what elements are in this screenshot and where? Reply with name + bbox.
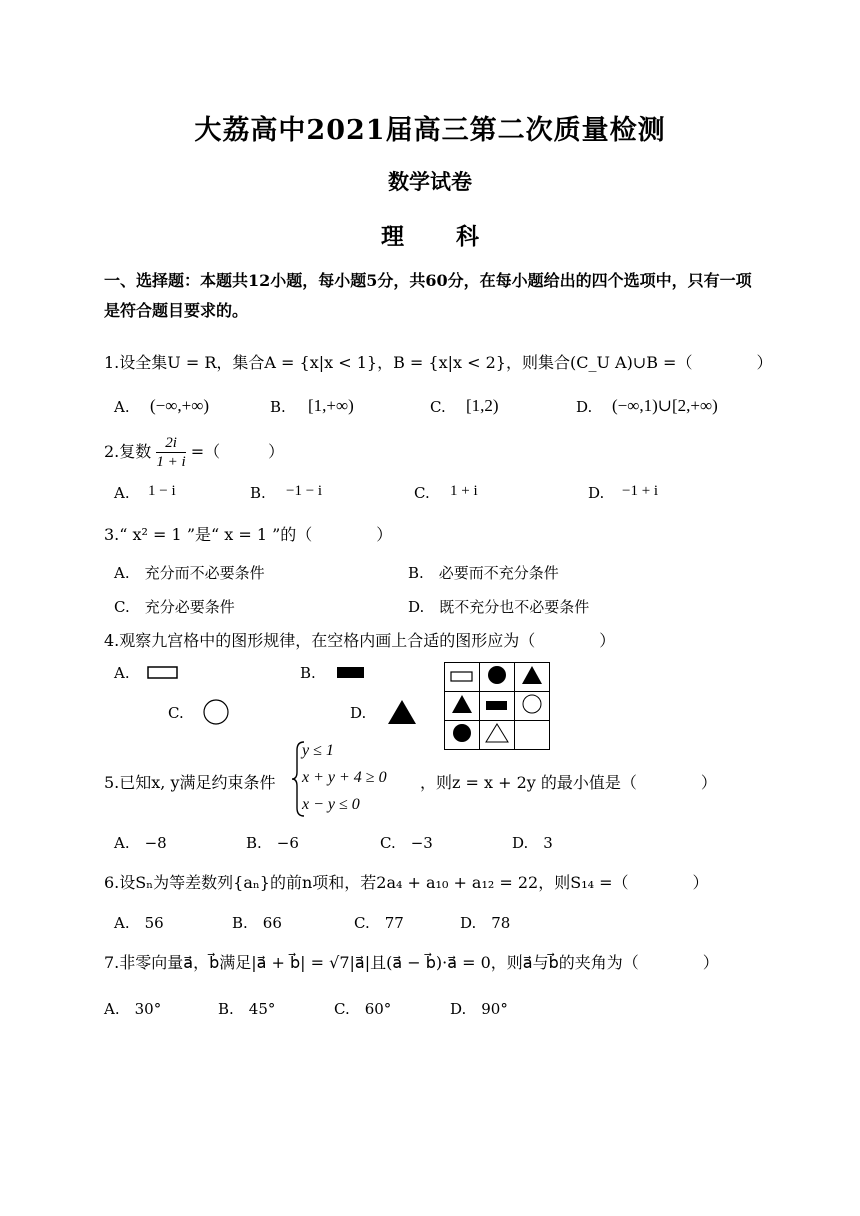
q6-option-a: A. 56 <box>114 914 164 932</box>
q2-denominator: 1 + i <box>156 454 186 470</box>
q3-option-c: C. 充分必要条件 <box>114 598 235 616</box>
question-1-stem: 1.设全集U = R，集合A = {x|x < 1}，B = {x|x < 2}，则集合(C_U A)∪B =（ ） <box>104 353 773 372</box>
section-heading: 一、选择题：本题共12小题，每小题5分，共60分，在每小题给出的四个选项中，只有一项是符合题目要求的。 <box>104 271 752 320</box>
q6-option-b: B. 66 <box>232 914 282 932</box>
q5-constraint-2: x + y + 4 ≥ 0 <box>302 769 387 786</box>
question-2-stem <box>104 434 284 471</box>
q7-option-c: C. 60° <box>334 1000 392 1018</box>
q6-option-d: D. 78 <box>460 914 511 932</box>
q7-option-b: B. 45° <box>218 1000 276 1018</box>
q4-option-b-filled-rectangle-icon <box>336 666 366 680</box>
grid-cell-8 <box>480 721 515 750</box>
q3-option-d: D. 既不充分也不必要条件 <box>408 598 590 616</box>
q2-option-c-label: C. <box>414 484 430 502</box>
q1-option-c-value: [1,2) <box>466 396 499 415</box>
q5-option-b: B. −6 <box>246 834 299 852</box>
q5-option-c: C. −3 <box>380 834 433 852</box>
q1-option-d-value: (−∞,1)∪[2,+∞) <box>612 396 718 415</box>
grid-cell-7 <box>445 721 480 750</box>
q1-option-b-value: [1,+∞) <box>308 396 354 415</box>
q2-suffix: =（ ） <box>190 442 285 461</box>
exam-title: 大荔高中2021届高三第二次质量检测 <box>194 115 666 146</box>
q2-option-b-label: B. <box>250 484 266 502</box>
q5-suffix: ，则z = x + 2y 的最小值是（ ） <box>420 773 717 792</box>
q2-prefix: 2.复数 <box>104 442 152 461</box>
q2-option-c-value: 1 + i <box>450 483 478 499</box>
hollow-circle-icon <box>521 693 543 715</box>
q2-numerator: 2i <box>156 434 185 453</box>
q6-option-c: C. 77 <box>354 914 404 932</box>
hollow-triangle-icon <box>484 722 510 744</box>
filled-circle-icon <box>451 722 473 744</box>
filled-rectangle-icon <box>485 700 509 712</box>
q4-option-a-label: A. <box>114 664 130 682</box>
q1-option-b-label: B. <box>270 398 286 416</box>
q1-option-c-label: C. <box>430 398 446 416</box>
nine-grid <box>444 662 550 750</box>
filled-circle-icon <box>486 664 508 686</box>
question-7-stem: 7.非零向量a⃗，b⃗满足|a⃗ + b⃗| = √7|a⃗|且(a⃗ − b⃗)·a⃗ = 0，则a⃗与b⃗的夹角为（ ） <box>104 953 719 972</box>
q4-option-b-label: B. <box>300 664 316 682</box>
q3-option-b: B. 必要而不充分条件 <box>408 564 559 582</box>
q5-prefix: 5.已知x, y满足约束条件 <box>104 773 276 792</box>
q2-option-b-value: −1 − i <box>286 483 323 499</box>
grid-cell-6 <box>515 692 550 721</box>
question-3-stem: 3.“ x² = 1 ”是“ x = 1 ”的（ ） <box>104 525 393 544</box>
exam-subject: 理 科 <box>380 223 501 250</box>
q2-option-d-label: D. <box>588 484 605 502</box>
q1-option-d-label: D. <box>576 398 593 416</box>
q4-option-c-label: C. <box>168 704 184 722</box>
q7-option-d: D. 90° <box>450 1000 508 1018</box>
q2-option-d-value: −1 + i <box>622 483 659 499</box>
q4-option-d-label: D. <box>350 704 367 722</box>
grid-cell-2 <box>480 663 515 692</box>
q4-option-a-hollow-rectangle-icon <box>147 666 179 680</box>
grid-cell-1 <box>445 663 480 692</box>
q5-option-a: A. −8 <box>114 834 167 852</box>
q2-option-a-label: A. <box>114 484 130 502</box>
grid-cell-3 <box>515 663 550 692</box>
q1-option-a-value: (−∞,+∞) <box>150 396 209 415</box>
grid-cell-4 <box>445 692 480 721</box>
grid-cell-5 <box>480 692 515 721</box>
question-6-stem: 6.设Sₙ为等差数列{aₙ}的前n项和，若2a₄ + a₁₀ + a₁₂ = 22，则S₁₄ =（ ） <box>104 873 709 892</box>
q5-constraint-1: y ≤ 1 <box>302 742 334 759</box>
hollow-rectangle-icon <box>450 671 474 683</box>
q5-constraint-3: x − y ≤ 0 <box>302 796 360 813</box>
q7-option-a: A. 30° <box>104 1000 162 1018</box>
q1-option-a-label: A. <box>114 398 130 416</box>
filled-triangle-icon <box>520 664 544 686</box>
grid-cell-9-blank <box>515 721 550 750</box>
exam-subtitle: 数学试卷 <box>388 169 472 194</box>
q2-fraction <box>156 434 185 471</box>
q4-option-c-hollow-circle-icon <box>201 698 231 726</box>
filled-triangle-icon <box>450 693 474 715</box>
q2-option-a-value: 1 − i <box>148 483 176 499</box>
question-4-stem: 4.观察九宫格中的图形规律，在空格内画上合适的图形应为（ ） <box>104 631 616 650</box>
q4-option-d-filled-triangle-icon <box>386 698 418 726</box>
q5-option-d: D. 3 <box>512 834 553 852</box>
q3-option-a: A. 充分而不必要条件 <box>114 564 265 582</box>
